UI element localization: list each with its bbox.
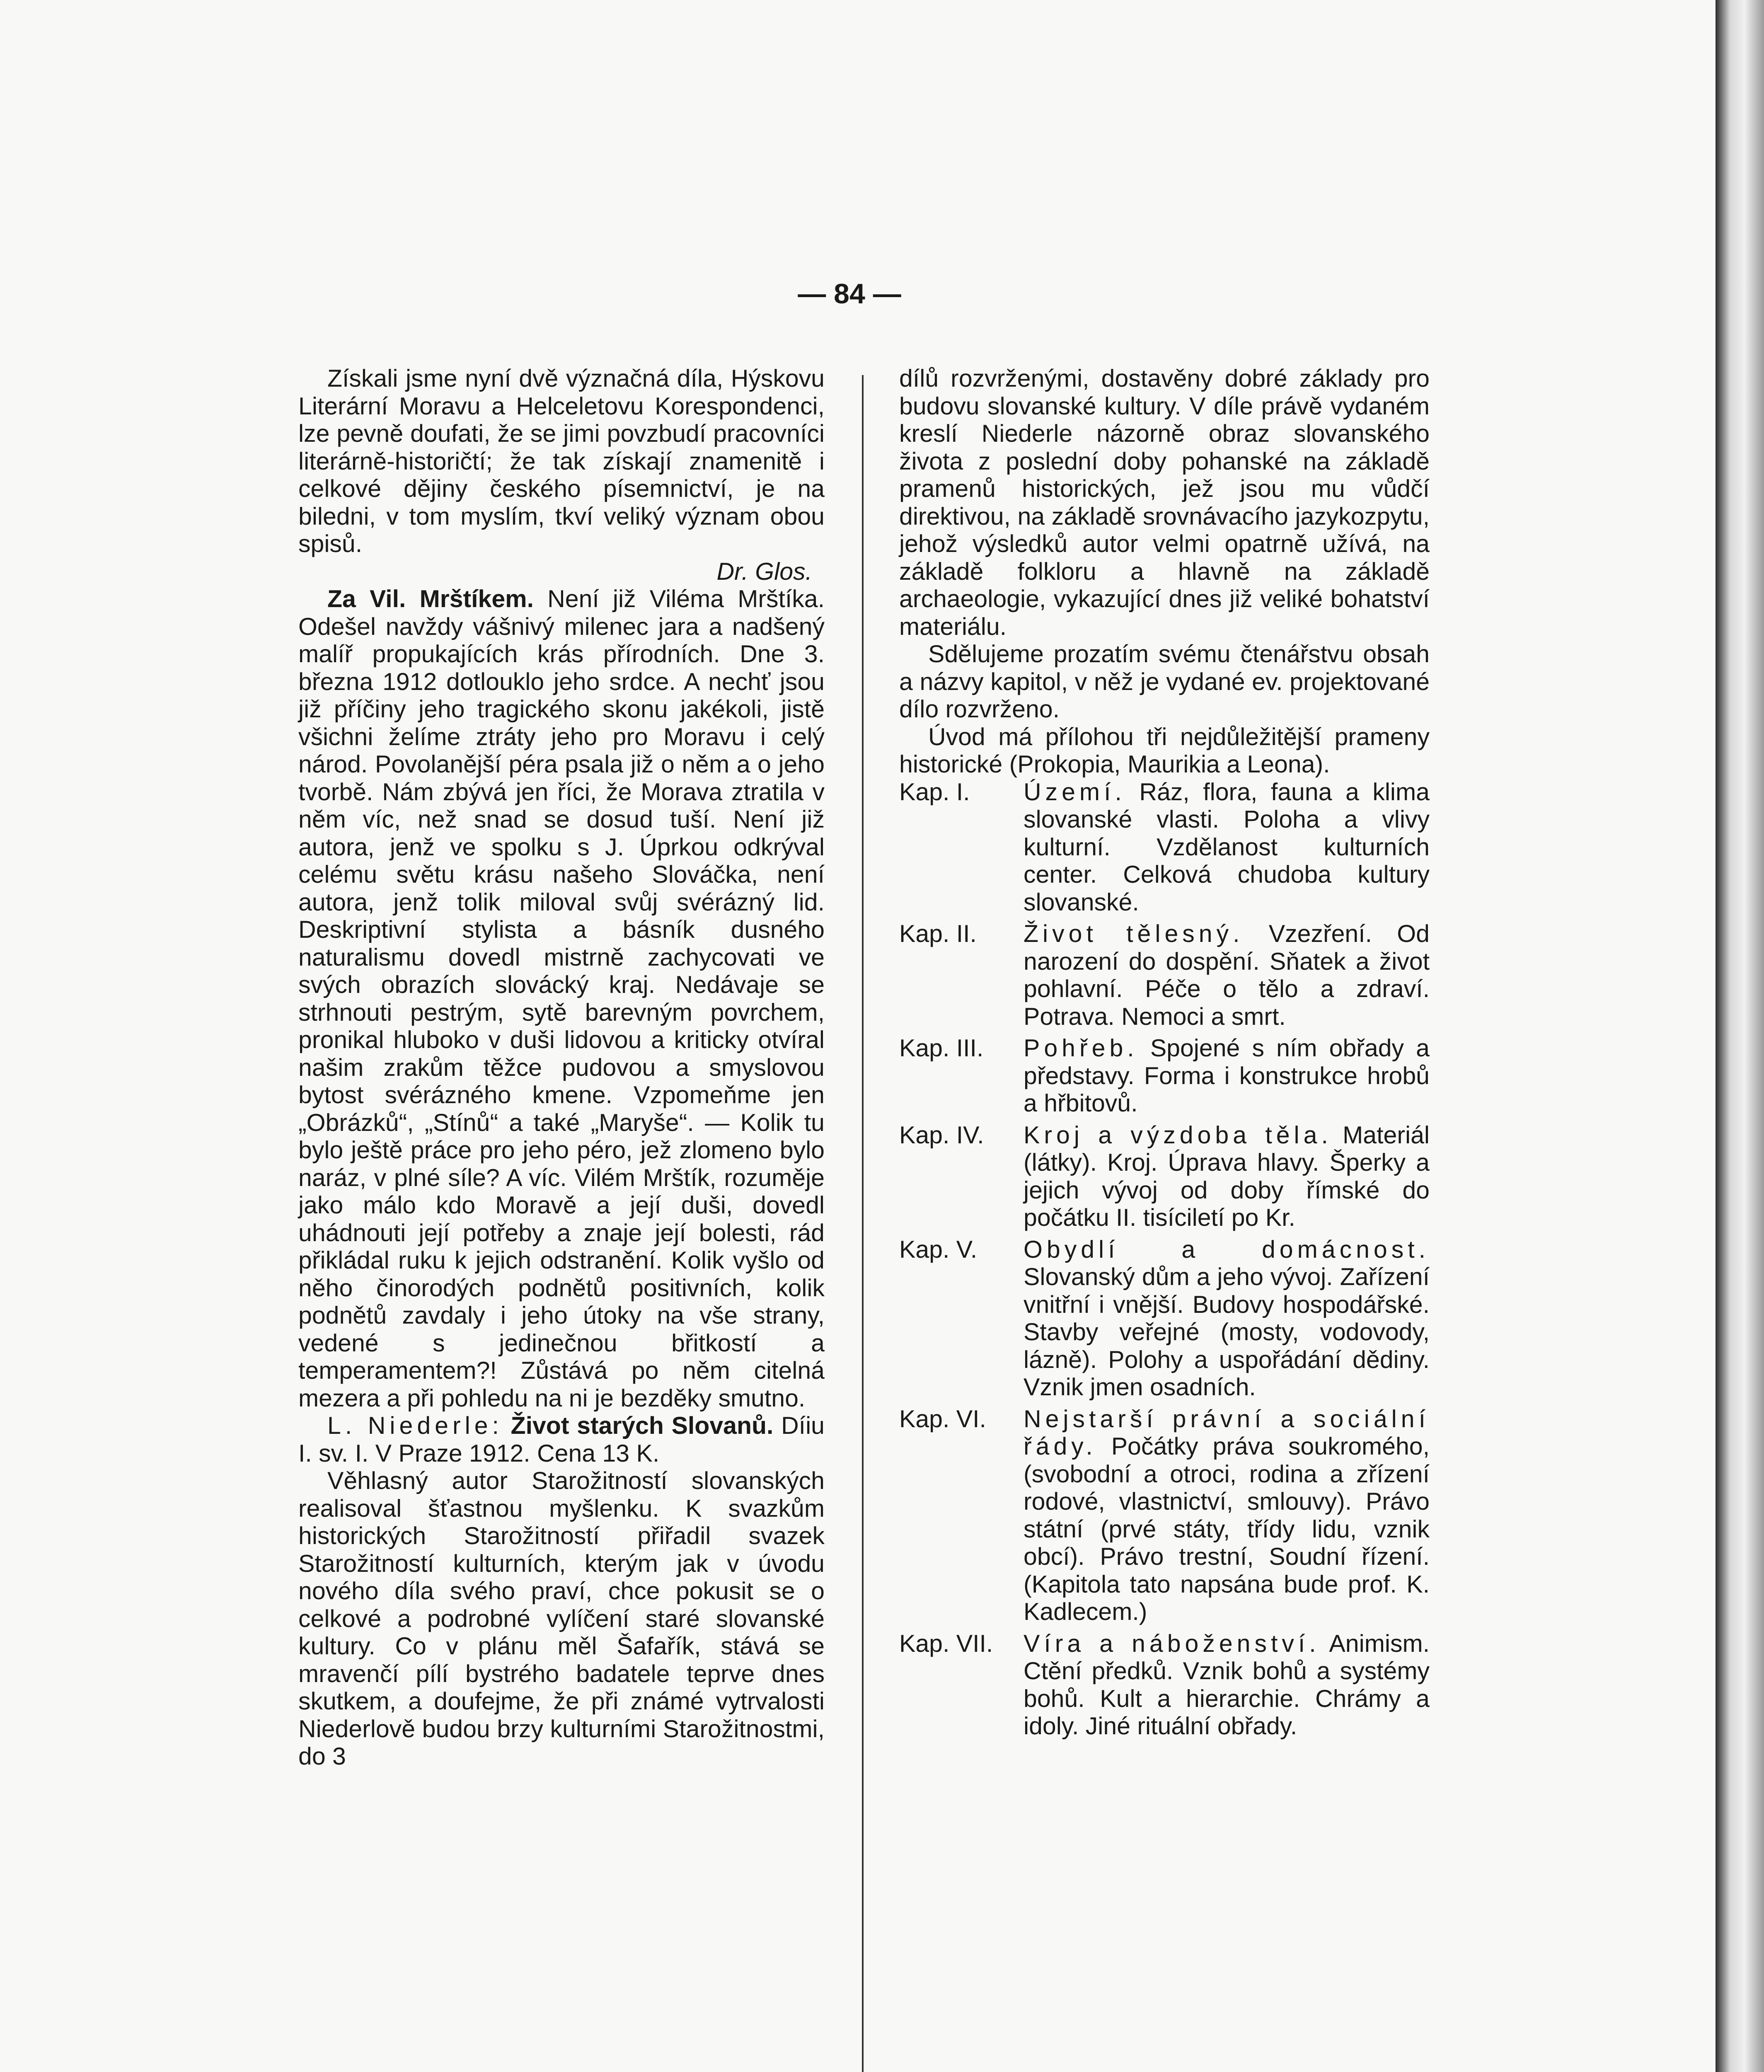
signature: Dr. Glos. bbox=[716, 557, 812, 585]
paragraph: dílů rozvrženými, dostavěny dobré základy pro budovu slovanské kultury. V díle právě vydaném kreslí Niederle názorně obraz slovanského života z poslední doby pohanské na základě pramenů historických, jež jsou mu vůdčí direktivou, na základě srovnávacího jazykozpytu, jehož výsledků autor velmi opatrně užívá, na základě folkloru a hlavně na základě archaeologie, vykazující dnes již veliké bohatství materiálu. bbox=[899, 365, 1430, 640]
paragraph: Sdělujeme prozatím svému čtenářstvu obsah a názvy kapitol, v něž je vydané ev. projektované dílo rozvrženo. bbox=[899, 640, 1430, 723]
chapter-label: Kap. I. bbox=[899, 778, 970, 806]
chapter-title: Kroj a výzdoba těla. bbox=[1024, 1121, 1332, 1149]
chapter-title: Území. bbox=[1024, 778, 1126, 806]
chapter-description: Počátky práva soukromého, (svobodní a otroci, rodina a zřízení rodové, vlastnictví, smlouvy). Právo státní (prvé státy, třídy lidu, vznik obcí). Právo trestní, Soudní řízení. (Kapitola tato napsána bude prof. K. Kadlecem.) bbox=[1024, 1433, 1430, 1625]
chapter-text bbox=[1024, 1630, 1430, 1740]
chapter-label: Kap. II. bbox=[899, 920, 977, 947]
chapter-entry bbox=[899, 920, 1430, 1030]
chapter-title: Život tělesný. bbox=[1024, 920, 1244, 947]
scan-edge-right bbox=[1716, 0, 1764, 2072]
chapter-title: Obydlí a domácnost. bbox=[1024, 1235, 1430, 1263]
chapter-description: Ráz, flora, fauna a klima slovanské vlasti. Poloha a vlivy kulturní. Vzdělanost kulturních center. Celková chudoba kultury slovanské. bbox=[1024, 778, 1430, 916]
chapter-label: Kap. IV. bbox=[899, 1121, 984, 1149]
chapter-description: Materiál (látky). Kroj. Úprava hlavy. Šperky a jejich vývoj od doby římské do počátku II. tisíciletí po Kr. bbox=[1024, 1121, 1430, 1231]
chapter-entry bbox=[899, 1236, 1430, 1401]
page-number: — 84 — bbox=[798, 278, 901, 310]
chapter-entry bbox=[899, 778, 1430, 916]
column-divider bbox=[862, 375, 864, 2072]
chapter-title: Nejstarší právní a sociální řády. bbox=[1024, 1405, 1430, 1460]
chapter-description: Spojené s ním obřady a představy. Forma i konstrukce hrobů a hřbitovů. bbox=[1024, 1034, 1430, 1117]
paragraph bbox=[298, 1412, 825, 1467]
chapter-text bbox=[1024, 1236, 1430, 1401]
left-column bbox=[298, 365, 825, 1770]
paragraph: Věhlasný autor Starožitností slovanských realisoval šťastnou myšlenku. K svazkům historických Starožitností přiřadil svazek Starožitností kulturních, kterým jak v úvodu nového díla svého praví, chce pokusit se o celkové a podrobné vylíčení staré slovanské kultury. Co v plánu měl Šafařík, stává se mravenčí pílí bystrého badatele teprve dnes skutkem, a doufejme, že při známé vytrvalosti Niederlově budou brzy kulturními Starožitnostmi, do 3 bbox=[298, 1467, 825, 1770]
chapter-text bbox=[1024, 920, 1430, 1030]
chapter-title: Pohřeb. bbox=[1024, 1034, 1138, 1062]
chapter-label: Kap. III. bbox=[899, 1034, 984, 1062]
chapter-entry bbox=[899, 1405, 1430, 1626]
chapter-text bbox=[1024, 1034, 1430, 1117]
chapter-description: Vzezření. Od narození do dospění. Sňatek a život pohlavní. Péče o tělo a zdraví. Potrava. Nemoci a smrt. bbox=[1024, 920, 1430, 1030]
chapter-text bbox=[1024, 778, 1430, 916]
chapter-entry bbox=[899, 1630, 1430, 1740]
paragraph: Získali jsme nyní dvě význačná díla, Hýskovu Literární Moravu a Helceletovu Korespondenci, lze pevně doufati, že se jimi povzbudí pracovníci literárně-historičtí; že tak získají znamenitě i celkové dějiny českého písemnictví, je na biledni, v tom myslím, tkví veliký význam obou spisů. bbox=[298, 365, 825, 557]
chapter-description: Slovanský dům a jeho vývoj. Zařízení vnitřní i vnější. Budovy hospodářské. Stavby veřejné (mosty, vodovody, lázně). Polohy a uspořádání dědiny. Vznik jmen osadních. bbox=[1024, 1263, 1430, 1401]
book-meta: Díiu I. sv. I. V Praze 1912. Cena 13 K. bbox=[298, 1412, 825, 1467]
chapter-label: Kap. V. bbox=[899, 1235, 978, 1263]
chapter-label: Kap. VI. bbox=[899, 1405, 986, 1433]
chapter-description: Animism. Ctění předků. Vznik bohů a systémy bohů. Kult a hierarchie. Chrámy a idoly. Jiné rituální obřady. bbox=[1024, 1629, 1430, 1740]
paragraph-body: Není již Viléma Mrštíka. Odešel navždy vášnivý milenec jara a nadšený malíř propukajících krás přírodních. Dne 3. března 1912 dotlouklo jeho srdce. A nechť jsou již příčiny jeho tragického skonu jakékoli, jistě všichni želíme ztráty jeho pro Moravu i celý národ. Povolanější péra psala již o něm a o jeho tvorbě. Nám zbývá jen říci, že Morava ztratila v něm víc, než snad se dosud tuší. Není již autora, jenž ve spolku s J. Úprkou odkrýval celému světu krásu našeho Slováčka, není autora, jenž tolik miloval svůj svérázný lid. Deskriptivní stylista a básník dusného naturalismu dovedl mistrně zachycovati ve svých obrazích slovácký kraj. Nedávaje se strhnouti pestrým, sytě barevným povrchem, pronikal hluboko v duši lidovou a kriticky otvíral našim zrakům těžce pudovou a smyslovou bytost svérázného kmene. Vzpomeňme jen „Obrázků“, „Stínů“ a také „Maryše“. — Kolik tu bylo ještě práce pro jeho péro, jež zlomeno bylo naráz, v plné síle? A víc. Vilém Mrštík, rozuměje jako málo kdo Moravě a její duši, dovedl uhádnouti její potřeby a znaje její bolesti, rád přikládal ruku k jejich odstranění. Kolik vyšlo od něho činorodých podnětů positivních, kolik podnětů zavdaly i jeho útoky na vše strany, vedené s jedinečnou břitkostí a temperamentem?! Zůstává po něm citelná mezera a při pohledu na ni je bezděky smutno. bbox=[298, 585, 825, 1412]
chapter-text bbox=[1024, 1405, 1430, 1626]
paragraph: Úvod má přílohou tři nejdůležitější prameny historické (Prokopia, Maurikia a Leona). bbox=[899, 723, 1430, 778]
chapter-entry bbox=[899, 1121, 1430, 1232]
section-heading: Za Vil. Mrštíkem. bbox=[327, 585, 534, 612]
paragraph bbox=[298, 585, 825, 1412]
chapter-list bbox=[899, 778, 1430, 1740]
chapter-text bbox=[1024, 1121, 1430, 1232]
chapter-entry bbox=[899, 1034, 1430, 1117]
book-author: L. Niederle: bbox=[327, 1412, 503, 1439]
right-column bbox=[899, 365, 1430, 1744]
chapter-label: Kap. VII. bbox=[899, 1629, 993, 1657]
chapter-title: Víra a náboženství. bbox=[1024, 1629, 1320, 1657]
book-title: Život starých Slovanů. bbox=[511, 1412, 774, 1439]
